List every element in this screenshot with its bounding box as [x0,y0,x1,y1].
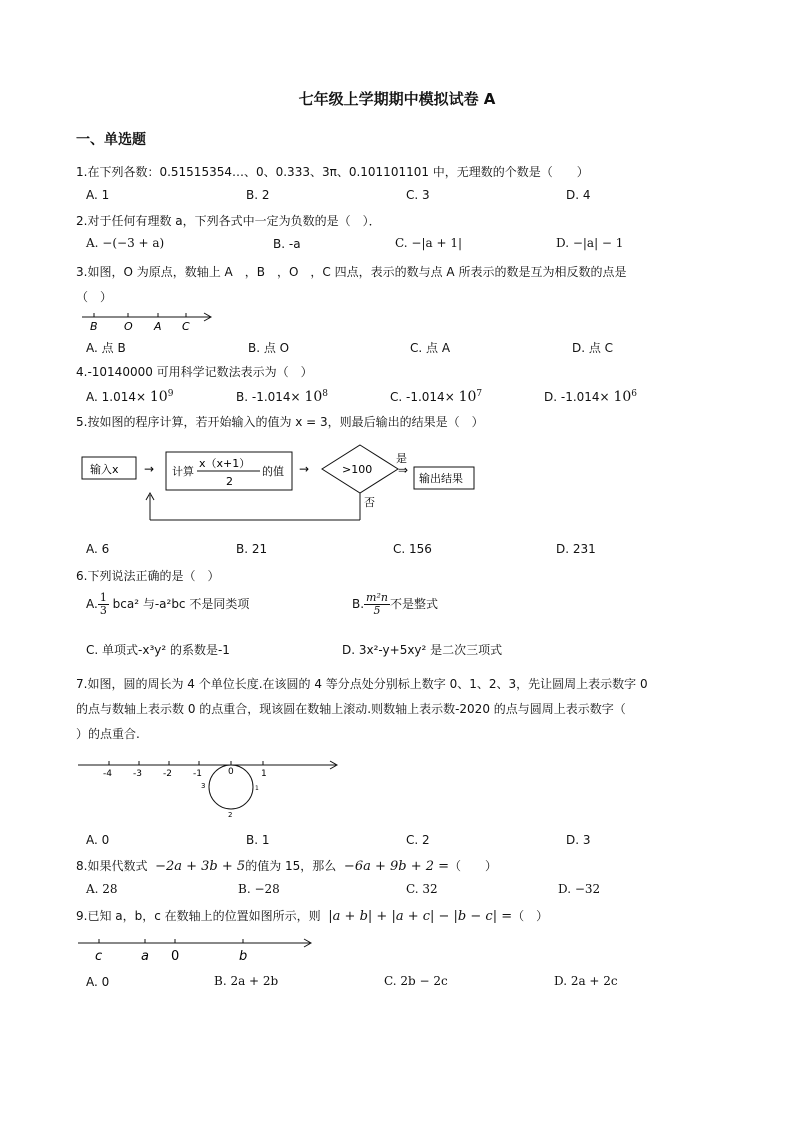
flow-yes: 是 [396,452,407,465]
q7-circle-2: 2 [228,811,233,819]
q2-option-d: D. −|a| − 1 [556,236,624,250]
q9-label-a: a [141,949,149,964]
question-3-text-cont: （ ） [76,290,113,304]
flow-calc-post: 的值 [262,465,284,478]
q5-option-a: A. 6 [86,542,110,556]
q1-option-d: D. 4 [566,188,591,202]
q3-label-o: O [124,320,133,333]
q4-option-a: A. $1.014\times 10^9$ [86,389,174,405]
q2-option-a: A. −(−3 + a) [86,236,165,250]
question-4-text: 4.-10140000 可用科学记数法表示为（ ） [76,365,313,379]
q1-option-a: A. 1 [86,188,110,202]
svg-text:⇒: ⇒ [398,463,409,477]
q7-tick-minus3: -3 [133,769,142,779]
q9-label-b: b [239,949,248,964]
q3-option-a: A. 点 B [86,341,126,355]
q7-tick-minus1: -1 [193,769,202,779]
q4-option-c: C. $-1.014\times 10^7$ [390,389,483,405]
q4-option-b: B. $-1.014\times 10^8$ [236,389,328,405]
q8-option-d: D. −32 [558,882,601,896]
question-5-text: 5.按如图的程序计算，若开始输入的值为 x = 3，则最后输出的结果是（ ） [76,415,484,429]
question-1-text: 1.在下列各数：0.51515354…、0、0.333、3π、0.101101101 中，无理数的个数是（ ） [76,165,589,179]
q7-tick-minus4: -4 [103,769,112,779]
q6-option-a: A. $\frac{1}{3}$ bca² 与-a²bc 不是同类项 [86,591,250,617]
q2-option-b: B. -a [273,237,301,251]
q7-option-c: C. 2 [406,833,430,847]
flow-input: 输入x [90,463,119,476]
question-9-text: 9.已知 a，b，c 在数轴上的位置如图所示，则 |a + b| + |a + c| − |b − c| =（ ） [76,909,549,924]
q3-option-d: D. 点 C [572,341,614,355]
q7-tick-1: 1 [261,769,267,779]
q9-label-0: 0 [171,949,180,964]
q2-option-c: C. −|a + 1| [395,236,462,250]
q7-circle-1: 1 [255,785,259,792]
page-title: 七年级上学期期中模拟试卷 A [298,90,496,108]
q7-option-d: D. 3 [566,833,591,847]
q8-option-a: A. 28 [86,882,118,896]
q7-option-a: A. 0 [86,833,110,847]
q7-tick-0: 0 [228,767,234,777]
q7-option-b: B. 1 [246,833,270,847]
q9-option-d: D. 2a + 2c [554,974,618,988]
q5-option-d: D. 231 [556,542,596,556]
q9-option-b: B. 2a + 2b [214,974,279,988]
q9-number-line [76,934,321,964]
q3-option-b: B. 点 O [248,341,290,355]
q7-tick-minus2: -2 [163,769,172,779]
q9-label-c: c [95,949,103,964]
question-6-text: 6.下列说法正确的是（ ） [76,569,220,583]
question-2-text: 2.对于任何有理数 a，下列各式中一定为负数的是（ ）． [76,214,381,228]
flow-condition: >100 [342,463,373,476]
q6-option-c: C. 单项式-x³y² 的系数是-1 [86,643,230,657]
q3-label-a: A [154,320,162,333]
flow-no: 否 [364,496,375,509]
q4-option-d: D. $-1.014\times 10^6$ [544,389,637,405]
section-heading: 一、单选题 [76,132,146,148]
svg-text:→: → [144,462,155,476]
flow-calc-den: 2 [226,475,233,488]
q1-option-c: C. 3 [406,188,430,202]
q8-option-b: B. −28 [238,882,280,896]
q9-option-a: A. 0 [86,975,110,989]
q1-option-b: B. 2 [246,188,270,202]
q3-number-line [80,308,220,334]
svg-text:→: → [299,462,310,476]
q3-label-b: B [90,320,98,333]
q6-option-b: B. $\frac{\text{m²n}}{5}$ 不是整式 [352,591,438,617]
flow-output: 输出结果 [419,472,463,485]
q6-option-d: D. 3x²-y+5xy² 是二次三项式 [342,643,503,657]
q3-option-c: C. 点 A [410,341,451,355]
question-8-text: 8.如果代数式 −2a + 3b + 5的值为 15，那么 −6a + 9b + 2 =（ ） [76,859,498,874]
question-7-text: 7.如图，圆的周长为 4 个单位长度.在该圆的 4 等分点处分别标上数字 0、1、2、3，先让圆周上表示数字 0 [76,677,648,691]
q5-option-b: B. 21 [236,542,268,556]
question-7-text-end: ）的点重合. [76,727,140,741]
q5-flowchart [78,440,498,526]
flow-calc-pre: 计算 [172,465,194,478]
q7-circle-3: 3 [201,782,206,790]
q8-option-c: C. 32 [406,882,438,896]
question-7-text-cont: 的点与数轴上表示数 0 的点重合，现该圆在数轴上滚动.则数轴上表示数-2020 的点与圆周上表示数字（ [76,702,626,716]
q3-label-c: C [182,320,190,333]
q5-option-c: C. 156 [393,542,432,556]
q7-number-line-with-circle [76,755,346,825]
flow-calc-num: x（x+1） [199,457,251,470]
q9-option-c: C. 2b − 2c [384,974,448,988]
question-3-text: 3.如图，O 为原点，数轴上 A ，B ，O ，C 四点，表示的数与点 A 所表示的数是互为相反数的点是 [76,265,627,279]
